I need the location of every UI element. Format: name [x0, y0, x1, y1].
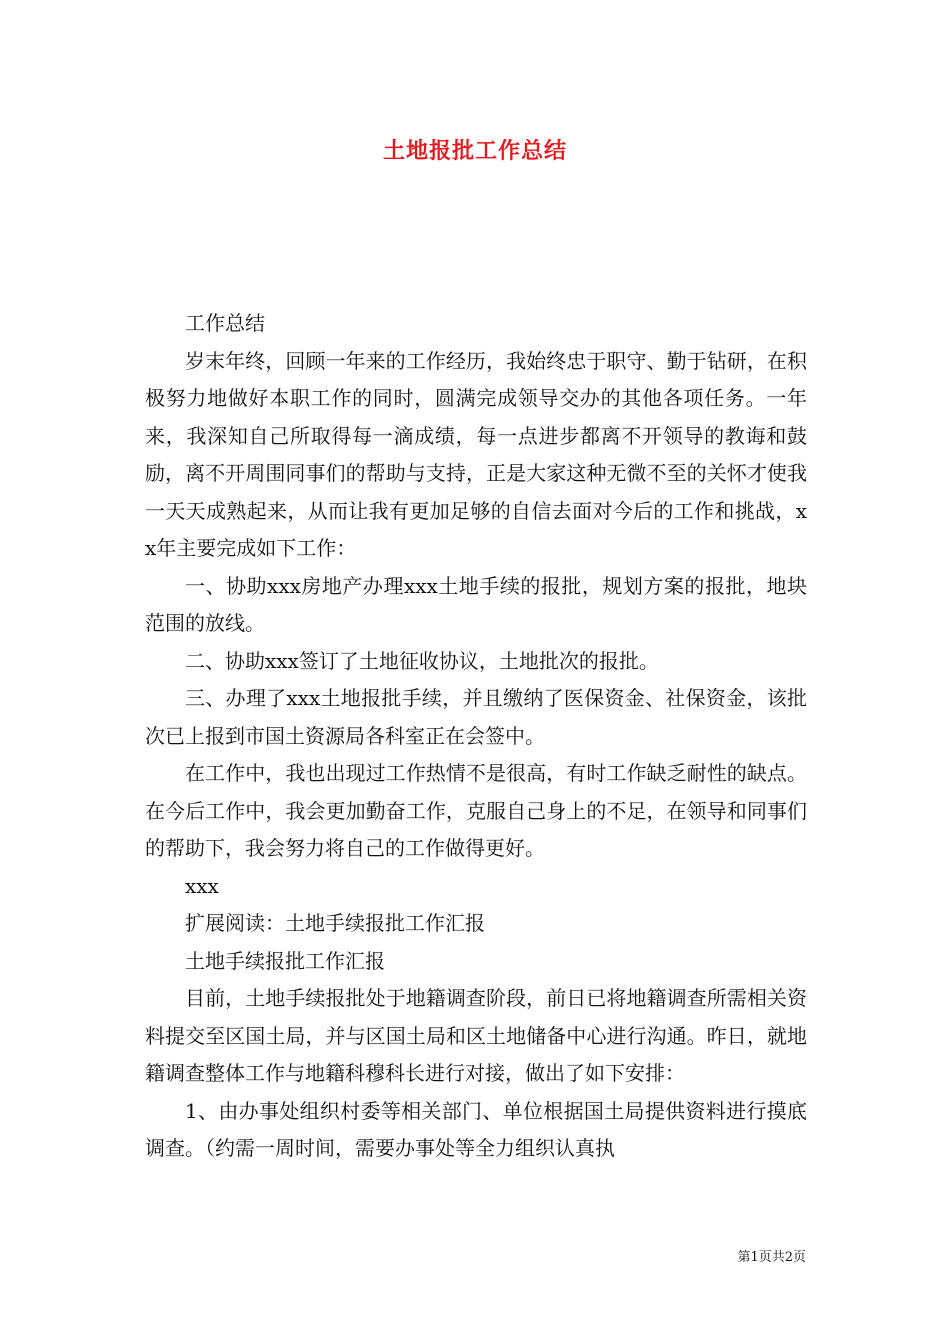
paragraph-item-2: 二、协助xxx签订了土地征收协议，土地批次的报批。 — [185, 648, 659, 673]
paragraph-item-3: 三、办理了xxx土地报批手续，并且缴纳了医保资金、社保资金，该批次已上报到市国土资源局各科室正在会签中。 — [145, 686, 807, 748]
signature-name: xxx — [185, 873, 219, 898]
document-body — [145, 305, 807, 1168]
page-number: 第1页共2页 — [737, 1250, 806, 1265]
section-heading-report: 土地手续报批工作汇报 — [185, 948, 385, 973]
section-heading-summary: 工作总结 — [185, 311, 265, 335]
paragraph-intro: 岁末年终，回顾一年来的工作经历，我始终忠于职守、勤于钻研，在积极努力地做好本职工作的同时，圆满完成领导交办的其他各项任务。一年来，我深知自己所取得每一滴成绩，每一点进步都离不开领导的教诲和鼓励，离不开周围同事们的帮助与支持，正是大家这种无微不至的关怀才使我一天天成熟起来，从而让我有更加足够的自信去面对今后的工作和挑战，xx年主要完成如下工作： — [145, 348, 807, 560]
paragraph-item-1: 一、协助xxx房地产办理xxx土地手续的报批，规划方案的报批，地块范围的放线。 — [145, 573, 807, 635]
paragraph-report-status: 目前，土地手续报批处于地籍调查阶段，前日已将地籍调查所需相关资料提交至区国土局，并与区国土局和区土地储备中心进行沟通。昨日，就地籍调查整体工作与地籍科穆科长进行对接，做出了如下安排： — [145, 986, 807, 1085]
extended-reading-label: 扩展阅读：土地手续报批工作汇报 — [185, 911, 485, 935]
paragraph-reflection: 在工作中，我也出现过工作热情不是很高，有时工作缺乏耐性的缺点。在今后工作中，我会更加勤奋工作，克服自己身上的不足，在领导和同事们的帮助下，我会努力将自己的工作做得更好。 — [145, 761, 807, 860]
document-title: 土地报批工作总结 — [382, 138, 567, 164]
paragraph-report-step-1: 1、由办事处组织村委等相关部门、单位根据国土局提供资料进行摸底调查。（约需一周时间，需要办事处等全力组织认真执 — [145, 1098, 807, 1160]
